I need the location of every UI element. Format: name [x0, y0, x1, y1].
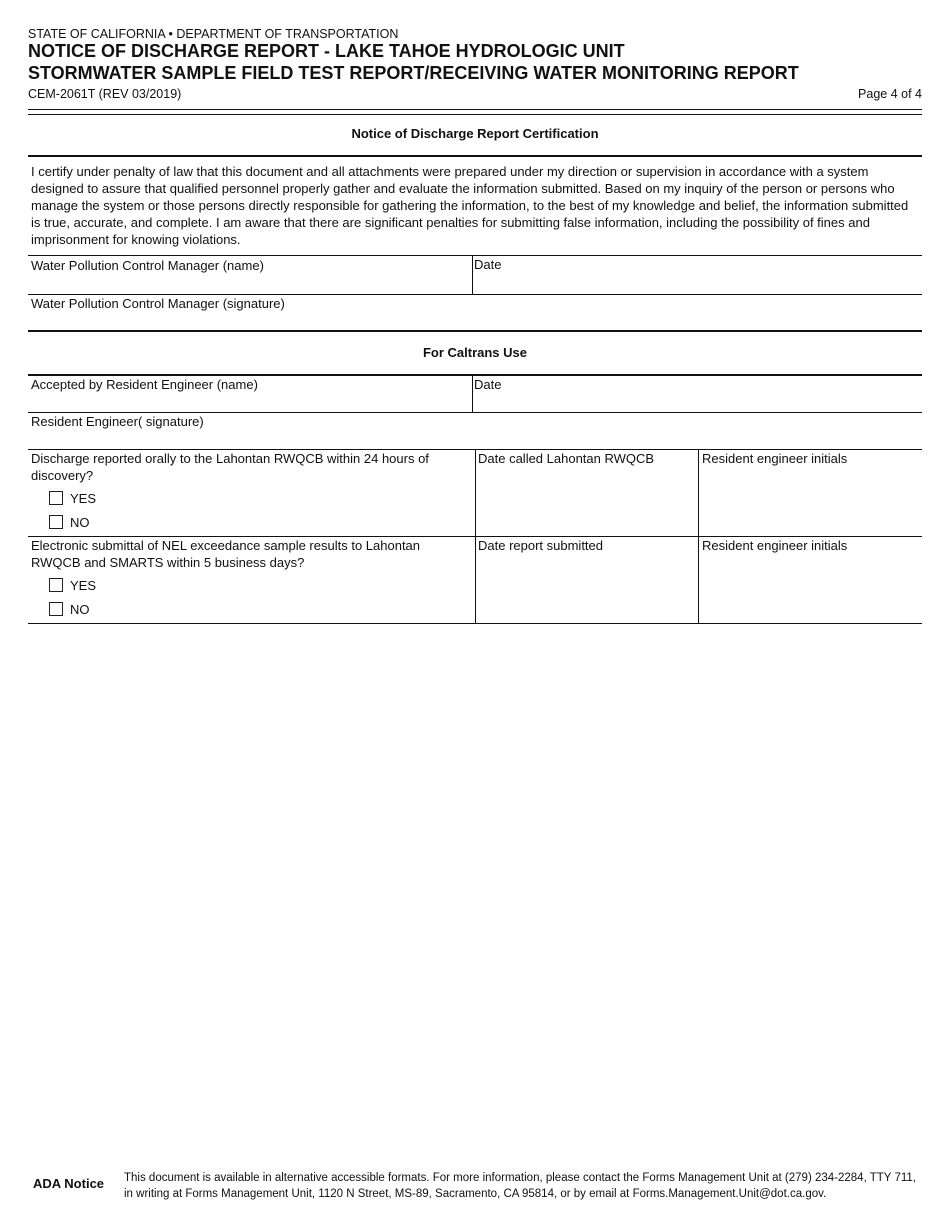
oral-report-no-label: NO [70, 514, 90, 530]
electronic-submittal-yes-checkbox[interactable] [49, 578, 63, 592]
electronic-submittal-no-option[interactable] [49, 601, 90, 617]
caltrans-section-title: For Caltrans Use [422, 345, 528, 360]
header-divider-top [28, 109, 922, 110]
form-title-line-2: STORMWATER SAMPLE FIELD TEST REPORT/RECEIVING WATER MONITORING REPORT [28, 63, 799, 83]
ada-notice-title: ADA Notice [33, 1176, 105, 1191]
manager-date-field[interactable]: Date [474, 257, 502, 272]
oral-report-no-checkbox[interactable] [49, 515, 63, 529]
engineer-date-field[interactable]: Date [474, 377, 502, 392]
engineer-name-field[interactable]: Accepted by Resident Engineer (name) [31, 377, 258, 392]
oral-report-initials-field[interactable]: Resident engineer initials [702, 451, 848, 466]
oral-report-yes-checkbox[interactable] [49, 491, 63, 505]
electronic-submittal-yes-label: YES [70, 577, 97, 593]
electronic-submittal-initials-field[interactable]: Resident engineer initials [702, 538, 848, 553]
manager-row-divider [472, 255, 473, 294]
oral-report-yes-label: YES [70, 490, 97, 506]
certification-bottom-rule [28, 330, 922, 332]
form-title-line-1: NOTICE OF DISCHARGE REPORT - LAKE TAHOE HYDROLOGIC UNIT [28, 41, 625, 61]
certification-title-rule [28, 155, 922, 157]
electronic-submittal-question: Electronic submittal of NEL exceedance sample results to Lahontan RWQCB and SMARTS within 5 business days? [31, 538, 421, 570]
ada-notice-text: This document is available in alternative accessible formats. For more information, please contact the Forms Management Unit at (279) 234-2284, TTY 711, in writing at Forms Management Unit, 1120 N Street, MS-89, Sacramento, CA 95814, or by email at Forms.Management.Unit@dot.ca.gov. [124, 1172, 916, 1200]
oral-report-yes-option[interactable] [49, 490, 96, 506]
certification-section-title: Notice of Discharge Report Certification [351, 126, 599, 141]
certification-statement: I certify under penalty of law that this document and all attachments were prepared under my direction or supervision in accordance with a system designed to assure that qualified personnel properly gather and evaluate the information submitted. Based on my inquiry of the person or persons who manage the system or those persons directly responsible for gathering the information, to the best of my knowledge and belief, the information submitted is true, accurate, and complete. I am aware that there are significant penalties for submitting false information, including the possibility of fines and imprisonment for knowing violations. [31, 164, 909, 247]
oral-report-question: Discharge reported orally to the Lahontan RWQCB within 24 hours of discovery? [31, 451, 429, 483]
electronic-submittal-yes-option[interactable] [49, 577, 96, 593]
header-divider-bottom [28, 114, 922, 115]
agency-line: STATE OF CALIFORNIA • DEPARTMENT OF TRANSPORTATION [28, 27, 399, 41]
engineer-row-divider [472, 375, 473, 412]
electronic-submittal-no-label: NO [70, 601, 90, 617]
page-number: Page 4 of 4 [858, 87, 922, 101]
manager-name-field[interactable]: Water Pollution Control Manager (name) [31, 258, 264, 273]
engineer-signature-field[interactable]: Resident Engineer( signature) [31, 414, 204, 429]
electronic-submittal-bottom-rule [28, 623, 922, 624]
electronic-submittal-no-checkbox[interactable] [49, 602, 63, 616]
date-submitted-field[interactable]: Date report submitted [478, 538, 604, 553]
manager-signature-field[interactable]: Water Pollution Control Manager (signature) [31, 296, 285, 311]
date-called-field[interactable]: Date called Lahontan RWQCB [478, 451, 655, 466]
form-number: CEM-2061T (REV 03/2019) [28, 87, 182, 101]
oral-report-no-option[interactable] [49, 514, 90, 530]
